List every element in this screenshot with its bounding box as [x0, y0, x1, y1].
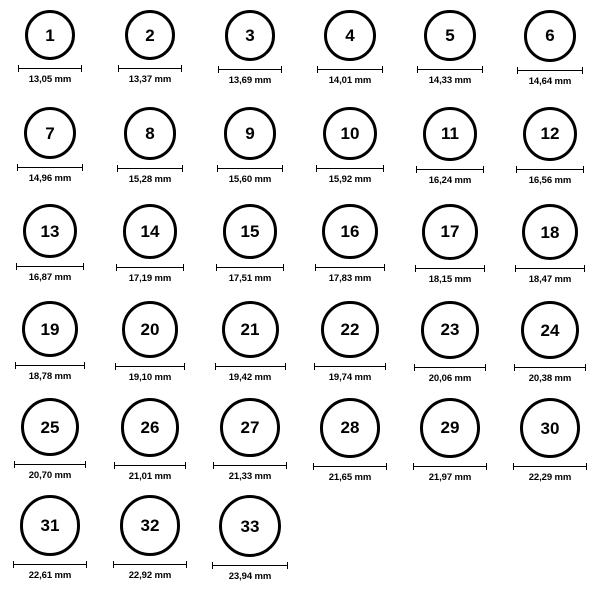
- ring-size-cell: [500, 398, 600, 495]
- ring-size-label: 21: [240, 320, 260, 339]
- ring-size-cell: [200, 495, 300, 592]
- ring-circle: [420, 398, 480, 458]
- dimension-tick-right: [384, 264, 385, 271]
- diameter-value: 19,10 mm: [128, 371, 172, 383]
- dimension-bar: [212, 565, 288, 566]
- ring-circle: [220, 398, 279, 457]
- ring-circle: [22, 301, 78, 357]
- ring-circle: [522, 204, 578, 260]
- diameter-value: 15,92 mm: [328, 174, 372, 186]
- ring-size-cell: [0, 204, 100, 301]
- dimension-bar: [218, 69, 283, 70]
- dimension-line: [17, 164, 83, 171]
- dimension-line: [118, 65, 182, 72]
- ring-size-cell: [200, 301, 300, 398]
- ring-size-cell: [300, 10, 400, 107]
- diameter-value: 21,97 mm: [428, 471, 472, 483]
- dimension-line: [516, 166, 584, 173]
- dimension-line: [116, 264, 185, 271]
- dimension-tick-right: [283, 264, 284, 271]
- dimension-bar: [417, 69, 482, 70]
- diameter-value: 15,60 mm: [228, 173, 272, 185]
- ring-circle: [422, 204, 478, 260]
- dimension-tick-right: [84, 362, 85, 369]
- diameter-value: 16,87 mm: [28, 272, 72, 284]
- ring-size-label: 29: [440, 418, 460, 438]
- dimension-line: [314, 363, 385, 370]
- ring-size-label: 22: [340, 320, 360, 340]
- ring-size-label: 5: [445, 26, 455, 46]
- diameter-value: 14,01 mm: [328, 75, 372, 87]
- dimension-line: [14, 461, 86, 468]
- dimension-bar: [113, 564, 188, 565]
- dimension-line: [113, 561, 188, 568]
- dimension-bar: [414, 367, 486, 368]
- dimension-tick-right: [287, 562, 288, 569]
- diameter-value: 22,29 mm: [528, 472, 572, 484]
- diameter-value: 17,83 mm: [328, 273, 372, 285]
- ring-circle: [219, 495, 281, 557]
- ring-size-cell: [500, 107, 600, 204]
- ring-size-label: 13: [40, 221, 60, 241]
- dimension-line: [114, 462, 187, 469]
- diameter-value: 22,92 mm: [128, 569, 172, 581]
- ring-size-cell: [100, 107, 200, 204]
- dimension-line: [213, 462, 286, 469]
- dimension-bar: [13, 564, 88, 565]
- dimension-tick-right: [184, 363, 185, 370]
- dimension-tick-right: [482, 66, 483, 73]
- diameter-value: 17,51 mm: [228, 272, 272, 284]
- ring-size-label: 25: [40, 417, 60, 437]
- dimension-line: [217, 165, 284, 172]
- dimension-tick-right: [181, 65, 182, 72]
- ring-size-label: 10: [340, 124, 360, 144]
- diameter-value: 20,06 mm: [428, 372, 472, 384]
- dimension-line: [212, 562, 288, 569]
- diameter-value: 13,05 mm: [28, 74, 72, 85]
- diameter-value: 20,38 mm: [528, 373, 572, 385]
- dimension-line: [515, 265, 585, 272]
- ring-size-cell: [0, 107, 100, 204]
- dimension-line: [514, 364, 586, 371]
- dimension-line: [18, 65, 82, 72]
- dimension-line: [215, 363, 286, 370]
- diameter-value: 21,65 mm: [328, 471, 372, 483]
- ring-circle: [524, 10, 576, 62]
- ring-circle: [21, 398, 79, 456]
- dimension-bar: [18, 68, 82, 69]
- dimension-bar: [17, 167, 83, 168]
- dimension-tick-right: [386, 463, 387, 470]
- dimension-line: [313, 463, 387, 470]
- dimension-bar: [217, 168, 284, 169]
- dimension-bar: [114, 465, 187, 466]
- ring-size-label: 3: [245, 25, 255, 45]
- diameter-value: 21,33 mm: [228, 471, 272, 483]
- dimension-tick-right: [582, 67, 583, 74]
- ring-circle: [424, 10, 475, 61]
- dimension-line: [417, 66, 482, 73]
- ring-size-label: 20: [140, 319, 160, 339]
- dimension-tick-right: [486, 463, 487, 470]
- ring-circle: [120, 495, 181, 556]
- ring-size-label: 19: [40, 319, 60, 339]
- ring-size-cell: [0, 10, 100, 107]
- ring-size-cell: [500, 301, 600, 398]
- dimension-bar: [513, 466, 587, 467]
- dimension-tick-right: [483, 166, 484, 173]
- ring-size-cell: [500, 204, 600, 301]
- ring-circle: [421, 301, 479, 359]
- dimension-bar: [516, 169, 584, 170]
- dimension-line: [13, 561, 88, 568]
- dimension-tick-right: [183, 264, 184, 271]
- ring-size-cell: [100, 301, 200, 398]
- ring-size-cell: [0, 301, 100, 398]
- ring-size-cell: [300, 301, 400, 398]
- ring-size-cell: [300, 204, 400, 301]
- ring-size-label: 32: [140, 515, 160, 535]
- dimension-line: [414, 364, 486, 371]
- dimension-line: [316, 165, 383, 172]
- dimension-bar: [15, 365, 85, 366]
- ring-size-cell: [400, 107, 500, 204]
- ring-circle: [25, 10, 75, 60]
- ring-size-cell: [400, 204, 500, 301]
- ring-size-label: 4: [345, 26, 355, 46]
- dimension-line: [415, 265, 485, 272]
- ring-size-label: 1: [45, 25, 55, 45]
- diameter-value: 18,78 mm: [28, 371, 72, 383]
- dimension-bar: [118, 68, 182, 69]
- dimension-tick-right: [85, 461, 86, 468]
- ring-size-label: 8: [145, 123, 155, 143]
- ring-size-label: 30: [540, 418, 560, 438]
- ring-circle: [321, 301, 378, 358]
- diameter-value: 16,24 mm: [428, 174, 472, 186]
- ring-size-label: 9: [245, 123, 255, 143]
- diameter-value: 19,42 mm: [228, 372, 272, 383]
- dimension-tick-right: [485, 364, 486, 371]
- ring-size-cell: [400, 10, 500, 107]
- ring-size-cell: [200, 398, 300, 495]
- ring-size-cell: [100, 398, 200, 495]
- dimension-bar: [115, 366, 186, 367]
- dimension-line: [416, 166, 484, 173]
- dimension-bar: [117, 168, 184, 169]
- dimension-tick-right: [383, 165, 384, 172]
- diameter-value: 16,56 mm: [528, 174, 572, 186]
- ring-size-cell: [300, 107, 400, 204]
- ring-size-label: 27: [240, 418, 260, 438]
- ring-circle: [222, 301, 279, 358]
- diameter-value: 14,96 mm: [28, 173, 72, 185]
- dimension-bar: [317, 69, 382, 70]
- diameter-value: 13,69 mm: [228, 74, 272, 86]
- ring-circle: [121, 398, 180, 457]
- dimension-bar: [514, 367, 586, 368]
- ring-circle: [423, 107, 477, 161]
- ring-circle: [124, 107, 177, 160]
- dimension-tick-right: [83, 263, 84, 270]
- dimension-bar: [16, 266, 84, 267]
- diameter-value: 18,15 mm: [428, 273, 472, 285]
- dimension-bar: [213, 465, 286, 466]
- ring-circle: [225, 10, 276, 61]
- ring-size-label: 12: [540, 124, 560, 144]
- ring-size-label: 24: [540, 320, 560, 340]
- ring-size-label: 2: [145, 25, 155, 45]
- dimension-line: [115, 363, 186, 370]
- diameter-value: 20,70 mm: [28, 470, 72, 482]
- dimension-bar: [215, 366, 286, 367]
- dimension-bar: [315, 267, 384, 268]
- ring-size-cell: [400, 398, 500, 495]
- ring-size-label: 6: [545, 26, 555, 46]
- dimension-tick-right: [484, 265, 485, 272]
- ring-size-cell: [100, 10, 200, 107]
- dimension-tick-right: [586, 463, 587, 470]
- diameter-value: 22,61 mm: [28, 569, 72, 581]
- ring-size-cell: [0, 398, 100, 495]
- ring-circle: [521, 301, 579, 359]
- ring-size-cell: [0, 495, 100, 592]
- dimension-bar: [316, 168, 383, 169]
- diameter-value: 14,33 mm: [428, 75, 472, 87]
- ring-circle: [20, 495, 81, 556]
- dimension-bar: [517, 70, 583, 71]
- dimension-bar: [14, 464, 86, 465]
- diameter-value: 19,74 mm: [328, 372, 372, 384]
- ring-size-label: 17: [440, 222, 460, 242]
- ring-circle: [223, 204, 278, 259]
- dimension-bar: [416, 169, 484, 170]
- diameter-value: 15,28 mm: [128, 173, 172, 185]
- dimension-bar: [415, 268, 485, 269]
- dimension-tick-right: [281, 66, 282, 73]
- ring-size-label: 31: [40, 515, 60, 535]
- dimension-tick-right: [382, 66, 383, 73]
- ring-size-cell: [200, 204, 300, 301]
- ring-circle: [320, 398, 380, 458]
- dimension-bar: [313, 466, 387, 467]
- dimension-tick-right: [286, 462, 287, 469]
- dimension-bar: [216, 267, 285, 268]
- dimension-line: [513, 463, 587, 470]
- dimension-tick-right: [583, 166, 584, 173]
- ring-size-label: 18: [540, 222, 560, 242]
- dimension-line: [413, 463, 487, 470]
- dimension-tick-right: [185, 462, 186, 469]
- dimension-bar: [314, 366, 385, 367]
- diameter-value: 23,94 mm: [228, 571, 272, 582]
- ring-size-label: 16: [340, 222, 360, 242]
- ring-size-label: 26: [140, 417, 160, 437]
- ring-circle: [224, 107, 277, 160]
- diameter-value: 21,01 mm: [128, 470, 172, 482]
- ring-circle: [125, 10, 175, 60]
- dimension-line: [317, 66, 382, 73]
- ring-circle: [23, 204, 77, 258]
- dimension-tick-right: [81, 65, 82, 72]
- dimension-line: [218, 66, 283, 73]
- ring-circle: [123, 204, 178, 259]
- ring-size-cell: [300, 398, 400, 495]
- ring-size-label: 28: [340, 418, 360, 438]
- dimension-line: [15, 362, 85, 369]
- ring-circle: [24, 107, 76, 159]
- dimension-line: [315, 264, 384, 271]
- ring-size-cell: [200, 107, 300, 204]
- ring-size-label: 14: [140, 221, 160, 241]
- dimension-tick-right: [282, 165, 283, 172]
- dimension-bar: [116, 267, 185, 268]
- ring-size-label: 15: [240, 221, 260, 241]
- dimension-tick-right: [86, 561, 87, 568]
- dimension-tick-right: [385, 363, 386, 370]
- ring-size-cell: [400, 301, 500, 398]
- diameter-value: 13,37 mm: [128, 74, 172, 86]
- dimension-tick-right: [186, 561, 187, 568]
- dimension-tick-right: [584, 265, 585, 272]
- ring-circle: [322, 204, 377, 259]
- diameter-value: 18,47 mm: [528, 274, 572, 285]
- dimension-line: [16, 263, 84, 270]
- ring-circle: [122, 301, 179, 358]
- dimension-line: [117, 165, 184, 172]
- dimension-tick-right: [82, 164, 83, 171]
- diameter-value: 17,19 mm: [128, 272, 172, 284]
- ring-circle: [523, 107, 577, 161]
- dimension-tick-right: [182, 165, 183, 172]
- diameter-value: 14,64 mm: [528, 75, 572, 87]
- dimension-tick-right: [285, 363, 286, 370]
- dimension-bar: [413, 466, 487, 467]
- ring-size-label: 33: [240, 516, 260, 536]
- ring-size-cell: [100, 204, 200, 301]
- ring-size-label: 11: [441, 124, 459, 144]
- ring-size-cell: [200, 10, 300, 107]
- ring-circle: [520, 398, 580, 458]
- dimension-line: [517, 67, 583, 74]
- dimension-tick-right: [585, 364, 586, 371]
- ring-size-cell: [500, 10, 600, 107]
- dimension-line: [216, 264, 285, 271]
- dimension-bar: [515, 268, 585, 269]
- ring-circle: [323, 107, 376, 160]
- ring-size-label: 7: [45, 123, 55, 143]
- ring-size-cell: [100, 495, 200, 592]
- ring-size-label: 23: [440, 320, 460, 340]
- ring-circle: [324, 10, 375, 61]
